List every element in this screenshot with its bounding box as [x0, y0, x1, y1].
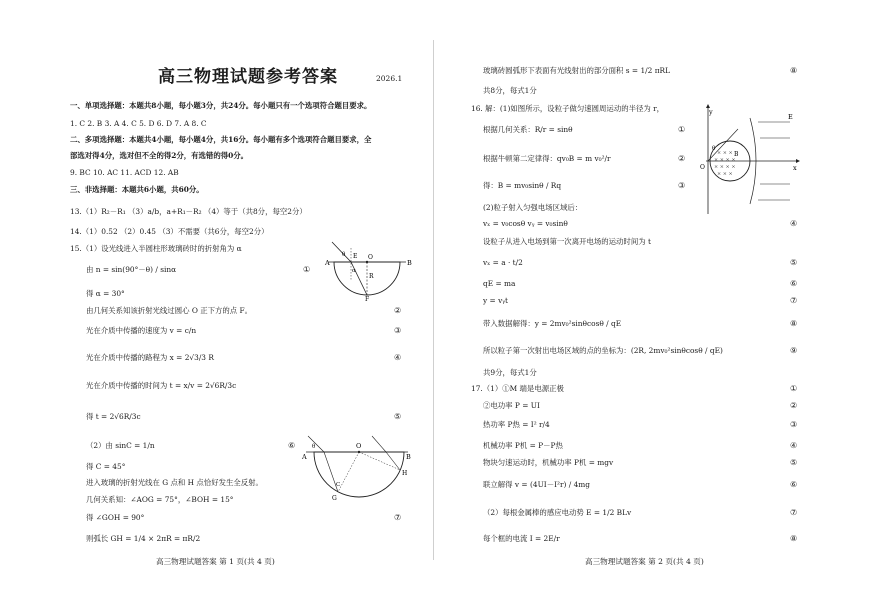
label-g: G [332, 495, 337, 502]
field-cross-4: × × × [717, 171, 733, 177]
mark-2b: ② [678, 154, 686, 163]
eq-arc-length: 则弧长 GH = 1/4 × 2πR = πR/2 [86, 534, 201, 543]
x-axis-arrow [796, 159, 800, 163]
eq-power: ②电功率 P = UI [483, 401, 540, 410]
label-e-field: E [788, 113, 793, 121]
figure-15-1 [322, 240, 412, 302]
label-y: y [709, 108, 713, 116]
mark-1c: ① [790, 384, 798, 393]
label-r: R [369, 273, 374, 280]
label-o: O [368, 254, 373, 261]
line-total-reflection: 进入玻璃的折射光线在 G 点和 H 点恰好发生全反射。 [86, 478, 263, 487]
eq-y-result: 带入数据解得：y = 2mv₀²sinθcosθ / qE [483, 319, 622, 328]
section-1-heading: 一、单项选择题：本题共8小题，每小题3分，共24分。每小题只有一个选项符合题目要求。 [70, 101, 372, 110]
page-title: 高三物理试题参考答案 [158, 67, 338, 87]
ray-to-h [386, 452, 400, 470]
score-note-15: 共8分，每式1分 [483, 86, 537, 95]
eq-refraction: 由 n = sin(90°－θ) / sinα [86, 265, 177, 274]
exam-date: 2026.1 [376, 74, 403, 83]
label-o-2: O [356, 442, 362, 450]
eq-v-result: 联立解得 v = (4UI－I²r) / 4mg [483, 480, 591, 489]
mark-1: ① [303, 265, 311, 274]
answer-page-2 [435, 0, 870, 606]
eq-emf: （2）每根金属棒的感应电动势 E = 1/2 BLv [483, 508, 632, 517]
label-b-field: B [734, 151, 739, 158]
mark-3b: ③ [678, 181, 686, 190]
eq-vx-a: vₓ = a · t/2 [483, 258, 523, 267]
line-time-setup: 设粒子从进入电场到第一次离开电场的运动时间为 t [483, 237, 651, 246]
line-point-f: 由几何关系知该折射光线过圆心 O 正下方的点 F。 [86, 306, 253, 315]
page-1-footer: 高三物理试题答案 第 1 页(共 4 页) [156, 557, 275, 566]
eq-velocity-components: vₓ = v₀cosθ vᵧ = v₀sinθ [483, 219, 568, 228]
section-2-answers: 9. BC 10. AC 11. ACD 12. AB [70, 168, 179, 177]
mark-8b: ⑧ [790, 319, 798, 328]
line-angles: 几何关系知：∠AOG = 75°，∠BOH = 15° [86, 495, 234, 504]
eq-critical-angle: 得 C = 45° [86, 462, 126, 471]
eq-area: 玻璃砖圆弧形下表面有光线射出的部分面积 s = 1/2 πRL [483, 66, 671, 75]
ray-in-2 [372, 436, 386, 452]
eq-heat-power: 热功率 P热 = I² r/4 [483, 420, 550, 429]
mark-4c: ④ [790, 441, 798, 450]
mark-3: ③ [394, 326, 402, 335]
mark-8: ⑧ [790, 66, 798, 75]
eq-mech-power: 机械功率 P机 = P－P热 [483, 441, 563, 450]
figure-16 [700, 104, 800, 216]
field-cross-1: × × × [717, 150, 733, 156]
label-h: H [402, 470, 408, 477]
refracted-ray [351, 262, 367, 295]
eq-time: 光在介质中传播的时间为 t = x/v = 2√6R/3c [86, 381, 237, 390]
mark-4: ④ [394, 353, 402, 362]
mark-1b: ① [678, 125, 686, 134]
mark-7b: ⑦ [790, 296, 798, 305]
label-theta-2: θ [312, 444, 316, 450]
field-cross-3: × × × × [714, 164, 736, 170]
mark-6: ⑥ [288, 441, 296, 450]
mark-9b: ⑨ [790, 346, 798, 355]
q14-answer: 14.（1）0.52 （2）0.45 （3）不需要（共6分，每空2分） [70, 227, 269, 236]
mark-2: ② [394, 306, 402, 315]
q13-answer: 13.（1）R₂－R₁ （3）a/b，a+R₁－R₂ （4）等于（共8分，每空2分） [70, 207, 307, 216]
label-a-2: A [302, 453, 307, 461]
eq-geometry: 根据几何关系：R/r = sinθ [483, 125, 573, 134]
eq-time-result: 得 t = 2√6R/3c [86, 412, 141, 421]
eq-y: y = vᵧt [483, 296, 508, 305]
q16-intro: 16. 解：(1)如图所示，设粒子做匀速圆周运动的半径为 r， [471, 104, 665, 113]
label-f: F [365, 296, 370, 303]
eq-critical: （2）由 sinC = 1/n [86, 441, 155, 450]
radius-og [338, 452, 359, 492]
label-theta-3: θ [712, 146, 716, 152]
eq-goh: 得 ∠GOH = 90° [86, 513, 145, 522]
section-1-answers: 1. C 2. B 3. A 4. C 5. D 6. D 7. A 8. C [70, 119, 207, 128]
mark-7: ⑦ [394, 513, 402, 522]
eq-qe-ma: qE = ma [483, 279, 516, 288]
mark-3c: ③ [790, 420, 798, 429]
mark-5: ⑤ [394, 412, 402, 421]
center-point [366, 261, 368, 263]
mark-6b: ⑥ [790, 279, 798, 288]
label-alpha: α [352, 268, 356, 274]
eq-path: 光在介质中传播的路程为 x = 2√3/3 R [86, 353, 214, 362]
label-theta: θ [342, 252, 346, 258]
mark-6c: ⑥ [790, 480, 798, 489]
label-o-3: O [700, 164, 705, 171]
mark-8c: ⑧ [790, 534, 798, 543]
eq-speed: 光在介质中传播的速度为 v = c/n [86, 326, 197, 335]
semicircle-shape-2 [314, 452, 404, 497]
label-b-2: B [406, 453, 411, 461]
center-point-2 [358, 451, 360, 453]
label-e: E [353, 253, 358, 260]
eq-exit-coordinate: 所以粒子第一次射出电场区域的点的坐标为：(2R, 2mv₀²sinθcosθ / qE) [483, 346, 723, 355]
mark-2c: ② [790, 401, 798, 410]
eq-field-b: 得：B = mv₀sinθ / Rq [483, 181, 562, 190]
eq-newton: 根据牛顿第二定律得：qv₀B = m v₀²/r [483, 154, 611, 163]
line-electric-field: (2)粒子射入匀强电场区域后： [483, 203, 583, 212]
label-x: x [793, 164, 797, 172]
mark-7c: ⑦ [790, 508, 798, 517]
section-2-heading-cont: 部选对得4分，选对但不全的得2分，有选错的得0分。 [70, 151, 249, 160]
section-2-heading: 二、多项选择题：本题共4小题，每小题4分，共16分。每小题有多个选项符合题目要求，全 [70, 135, 372, 144]
q17-part1: 17.（1）①M 端是电源正极 [471, 384, 564, 393]
figure-15-2 [302, 430, 412, 500]
mark-4b: ④ [790, 219, 798, 228]
page-2-footer: 高三物理试题答案 第 2 页(共 4 页) [585, 557, 704, 566]
label-a: A [325, 259, 330, 267]
label-b: B [407, 259, 412, 267]
eq-mgv: 物块匀速运动时，机械功率 P机 = mgv [483, 458, 614, 467]
score-note-16: 共9分，每式1分 [483, 368, 537, 377]
radius-oh [359, 452, 400, 470]
eq-current: 每个框的电流 I = 2E/r [483, 534, 560, 543]
section-3-heading: 三、非选择题：本题共6小题，共60分。 [70, 185, 204, 194]
mark-5b: ⑤ [790, 258, 798, 267]
q15-part1: 15.（1）设光线进入半圆柱形玻璃砖时的折射角为 α [70, 244, 242, 253]
label-c: C [336, 482, 341, 488]
field-cross-2: × × × × [714, 157, 736, 163]
eq-alpha: 得 α = 30° [86, 289, 125, 298]
ray-in-1 [308, 436, 324, 452]
mark-5c: ⑤ [790, 458, 798, 467]
